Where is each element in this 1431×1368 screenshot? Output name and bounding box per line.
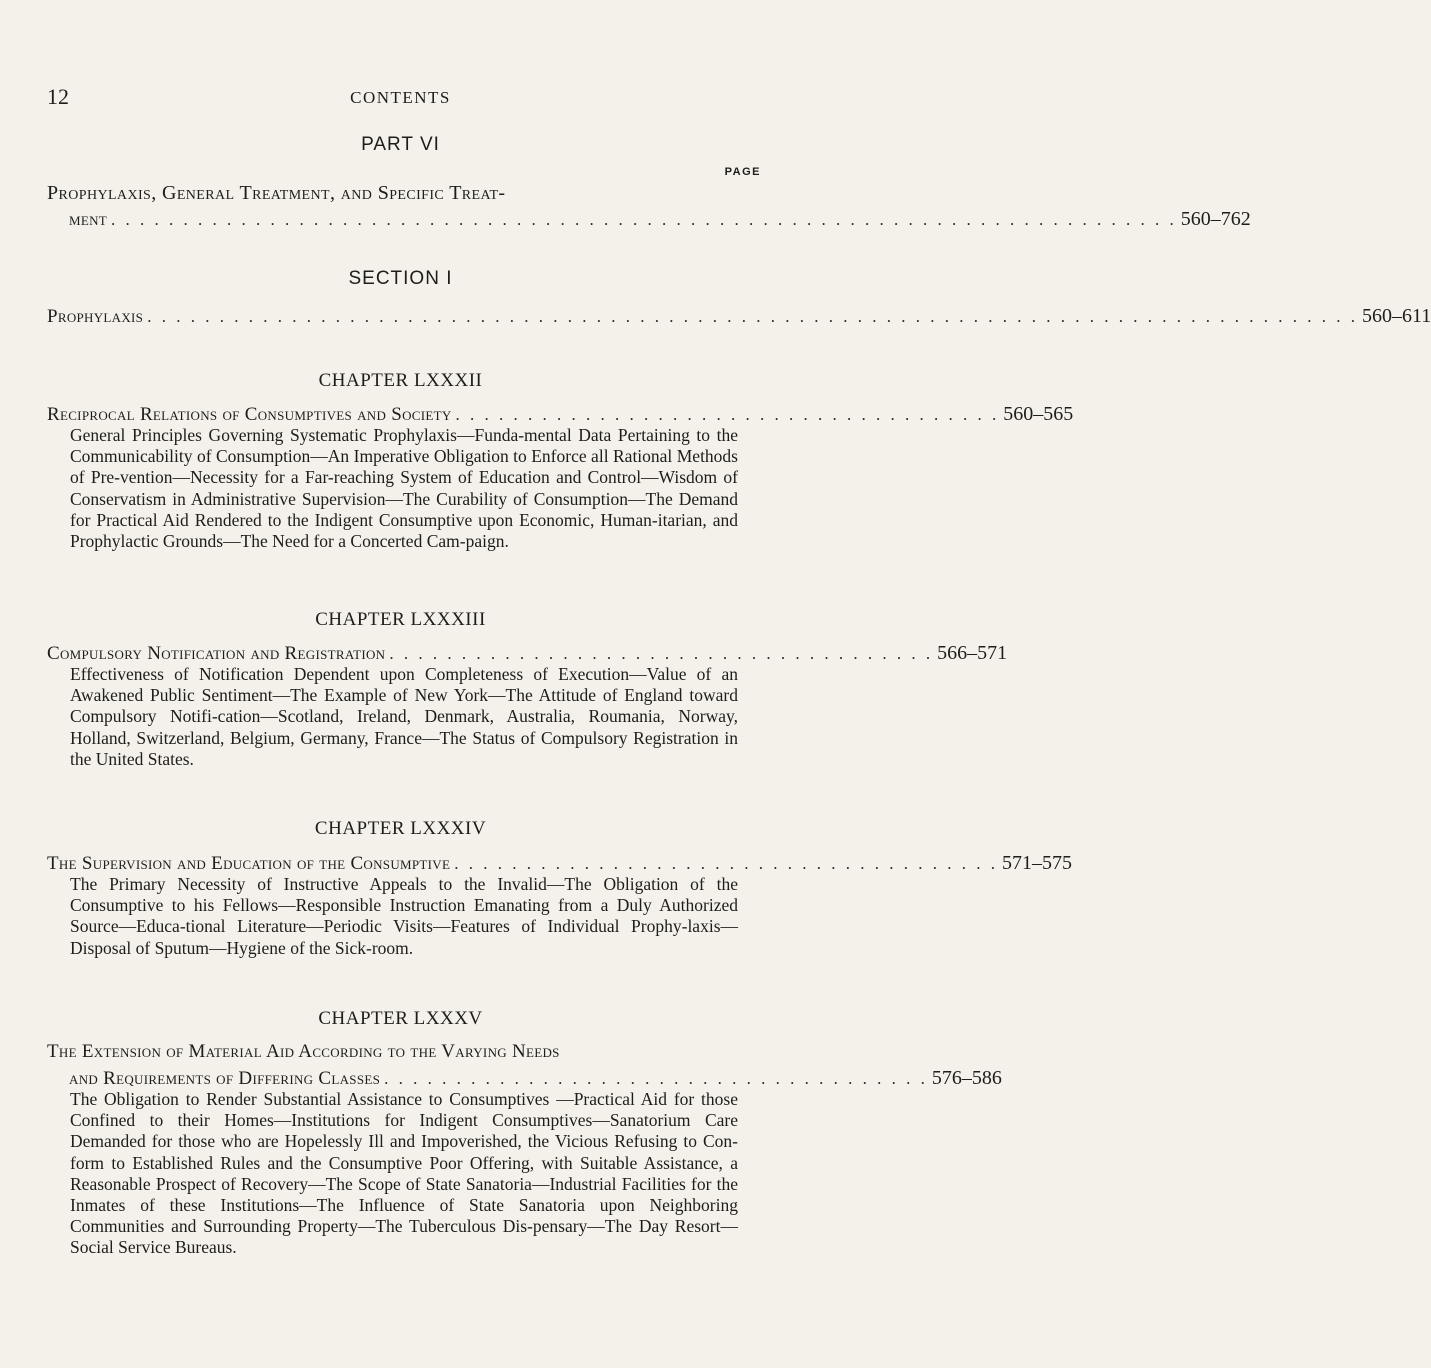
chapter-entry: [47, 850, 1072, 877]
section-entry-text: Prophylaxis: [47, 306, 144, 327]
dot-leader: . . . . . . . . . . . . . . . . . . . . . . . . . . . . . . . . . . . . . . . . . . . . . . . . . . . . . . . . . . . . . . . . . . . . . . . . . . . . . . . . . . . .: [147, 307, 1358, 326]
chapter-entry: [47, 640, 1008, 667]
chapter-description: General Principles Governing Systematic Prophylaxis—Funda-mental Data Pertaining to the Communicability of Consumption—An Imperative Obligation to Enforce all Rational Methods of Pre-vention—Necessity for a Far-reaching System of Education and Control—Wisdom of Conservatism in Administrative Supervision—The Curability of Consumption—The Demand for Practical Aid Rendered to the Indigent Consumptive upon Economic, Human-itarian, and Prophylactic Grounds—The Need for a Concerted Cam-paign.: [70, 425, 738, 552]
chapter-entry-line2: [47, 1065, 1002, 1092]
chapter-entry-pages: 571–575: [1001, 852, 1072, 874]
section-entry-line: [47, 303, 1431, 330]
chapter-title: CHAPTER LXXXIV: [314, 818, 487, 839]
chapter-description: The Obligation to Render Substantial Assistance to Consumptives —Practical Aid for those Confined to their Homes—Institutions for Indigent Consumptives—Sanatorium Care Demanded for those who are Hopelessly Ill and Impoverished, the Vicious Refusing to Con-form to Established Rules and the Consumptive Poor Offering, with Suitable Assistance, a Reasonable Prospect of Recovery—The Scope of State Sanatoria—Industrial Facilities for the Inmates of these Institutions—The Influence of State Sanatoria upon Neighboring Communities and Surrounding Property—The Tuberculous Dis-pensary—The Day Resort—Social Service Bureaus.: [70, 1089, 738, 1258]
running-title: CONTENTS: [350, 88, 451, 107]
chapter-entry-line: [47, 401, 1074, 428]
part-entry-line1: Prophylaxis, General Treatment, and Specific Treat-: [47, 182, 506, 204]
chapter-entry-pages: 560–565: [1003, 403, 1074, 425]
dot-leader: . . . . . . . . . . . . . . . . . . . . . . . . . . . . . . . . . . . . . .: [454, 854, 998, 873]
chapter-entry: [47, 401, 1074, 428]
chapter-entry-pages: 566–571: [937, 642, 1008, 664]
chapter-entry-line: [47, 640, 1008, 667]
chapter-entry-text: Reciprocal Relations of Consumptives and Society: [47, 404, 452, 425]
chapter-entry: [47, 1039, 1002, 1092]
chapter-title: CHAPTER LXXXIII: [315, 609, 486, 630]
dot-leader: . . . . . . . . . . . . . . . . . . . . . . . . . . . . . . . . . . . . . .: [384, 1069, 928, 1088]
chapter-entry-text: and Requirements of Differing Classes: [69, 1068, 381, 1089]
page-column-label: PAGE: [724, 166, 761, 178]
part-entry-line2: [47, 206, 1251, 233]
chapter-entry-pages: 576–586: [931, 1067, 1002, 1089]
chapter-description: The Primary Necessity of Instructive Appeals to the Invalid—The Obligation of the Consumptive to his Fellows—Responsible Instruction Emanating from a Duly Authorized Source—Educa-tional Literature—Periodic Visits—Features of Individual Prophy-laxis—Disposal of Sputum—Hygiene of the Sick-room.: [70, 874, 738, 958]
chapter-entry-line1: The Extension of Material Aid According to the Varying Needs: [47, 1041, 560, 1062]
section-entry-pages: 560–611: [1361, 305, 1431, 327]
running-head: [0, 84, 801, 114]
chapter-entry-text: Compulsory Notification and Registration: [47, 643, 386, 664]
section-entry: [47, 303, 1431, 330]
part-entry-line2-text: ment: [69, 209, 108, 230]
part-entry-pages: 560–762: [1180, 208, 1251, 230]
chapter-title: CHAPTER LXXXV: [318, 1008, 483, 1029]
part-title: PART VI: [361, 134, 440, 155]
chapter-title: CHAPTER LXXXII: [318, 370, 483, 391]
dot-leader: . . . . . . . . . . . . . . . . . . . . . . . . . . . . . . . . . . . . . .: [389, 644, 934, 663]
page-number: 12: [47, 84, 69, 109]
chapter-description: Effectiveness of Notification Dependent upon Completeness of Execution—Value of an Awakened Public Sentiment—The Example of New York—The Attitude of England toward Compulsory Notifi-cation—Scotland, Ireland, Denmark, Australia, Roumania, Norway, Holland, Switzerland, Belgium, Germany, France—The Status of Compulsory Registration in the United States.: [70, 664, 738, 769]
dot-leader: . . . . . . . . . . . . . . . . . . . . . . . . . . . . . . . . . . . . . .: [455, 405, 1000, 424]
section-title: SECTION I: [348, 268, 453, 289]
part-entry: [47, 180, 1251, 233]
chapter-entry-text: The Supervision and Education of the Consumptive: [47, 853, 451, 874]
dot-leader: . . . . . . . . . . . . . . . . . . . . . . . . . . . . . . . . . . . . . . . . . . . . . . . . . . . . . . . . . . . . . . . . . . . . . . . . . .: [111, 210, 1177, 229]
chapter-entry-line: [47, 850, 1072, 877]
